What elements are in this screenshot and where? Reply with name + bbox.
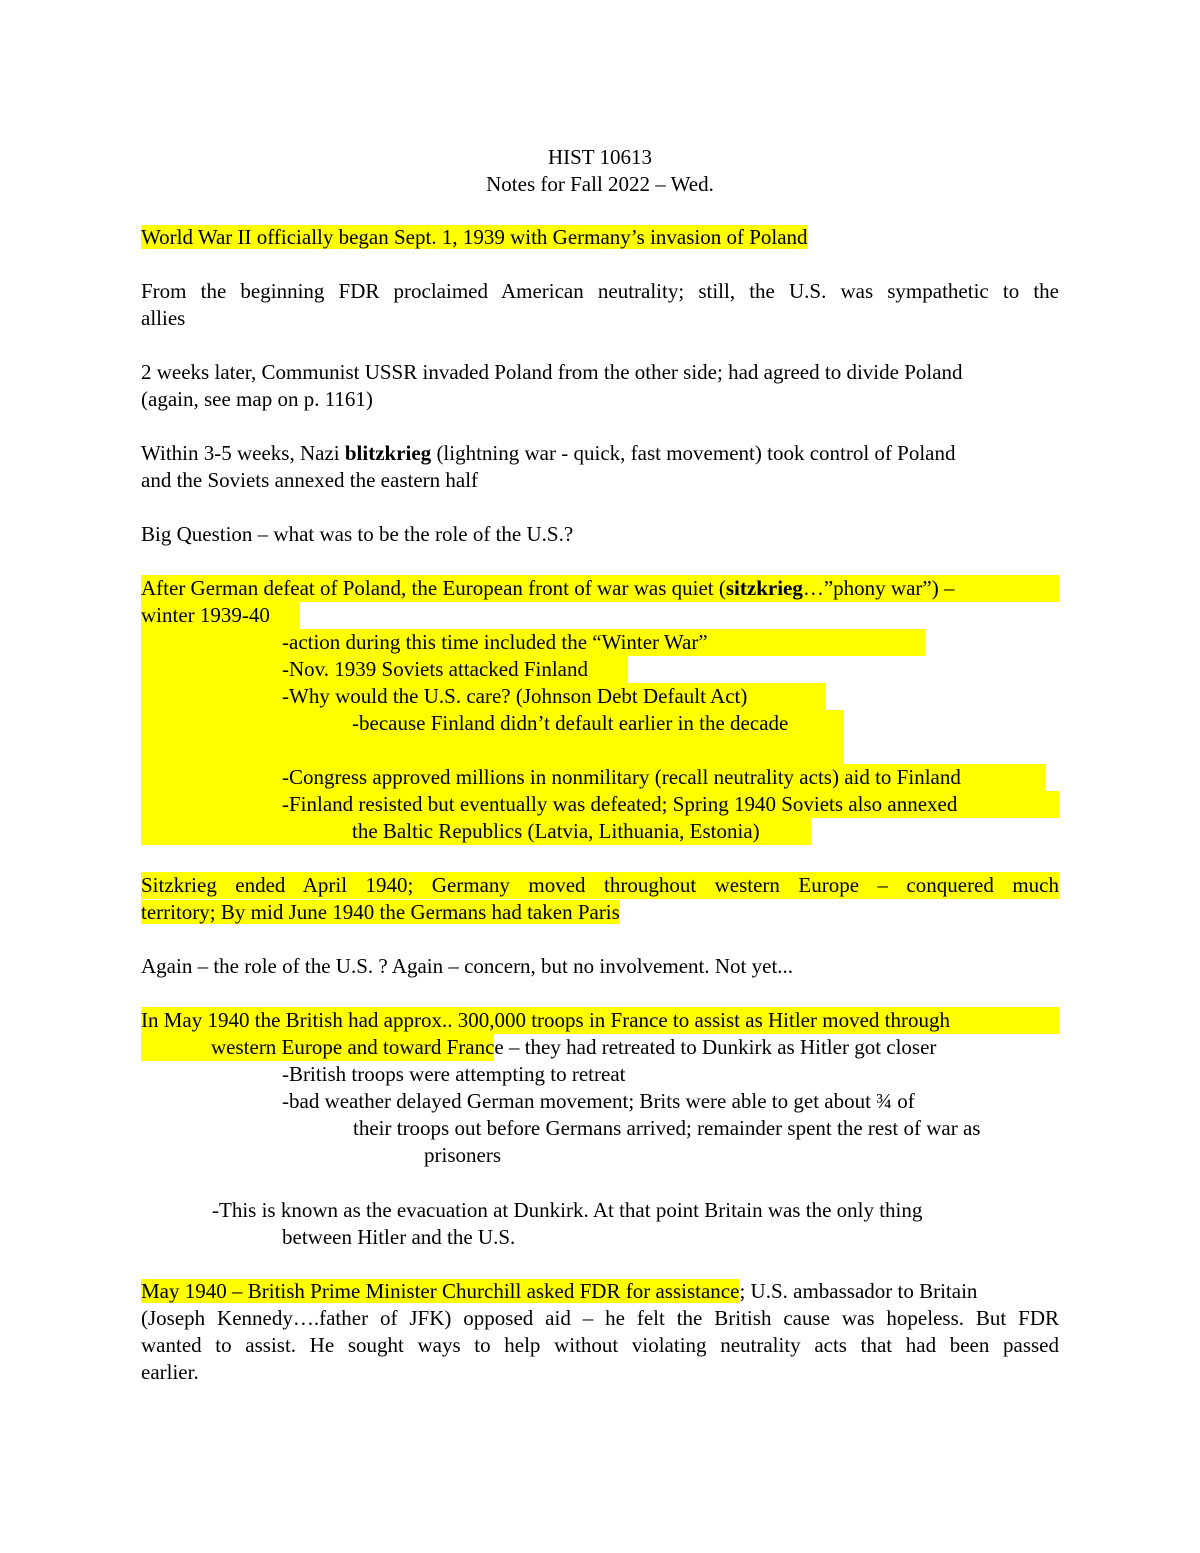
sitzkrieg-term: sitzkrieg: [725, 576, 803, 600]
note-line-7: and the Soviets annexed the eastern half: [141, 468, 479, 492]
notes-subtitle: Notes for Fall 2022 – Wed.: [486, 172, 714, 196]
note-line-12: -Nov. 1939 Soviets attacked Finland: [141, 656, 628, 683]
note-line-5: (again, see map on p. 1161): [141, 387, 373, 411]
note-line-28: between Hitler and the U.S.: [282, 1225, 516, 1249]
note-line-17: the Baltic Republics (Latvia, Lithuania, Estonia): [141, 818, 811, 845]
note-line-9: After German defeat of Poland, the European front of war was quiet (sitzkrieg…”phony war”) –: [141, 575, 1059, 602]
blank-highlight-line: [141, 737, 844, 764]
note-line-14: -because Finland didn’t default earlier in the decade: [141, 710, 844, 737]
note-line-27: -This is known as the evacuation at Dunkirk. At that point Britain was the only thing: [212, 1198, 923, 1222]
note-line-10: winter 1939-40: [141, 602, 300, 629]
note-line-11: -action during this time included the “Winter War”: [141, 629, 925, 656]
note-line-21: In May 1940 the British had approx.. 300,000 troops in France to assist as Hitler moved through: [141, 1007, 1059, 1034]
note-line-19: territory; By mid June 1940 the Germans had taken Paris: [141, 900, 620, 924]
note-line-8: Big Question – what was to be the role of the U.S.?: [141, 522, 574, 546]
note-line-2: From the beginning FDR proclaimed American neutrality; still, the U.S. was sympathetic to the: [141, 279, 1059, 303]
note-line-1: World War II officially began Sept. 1, 1939 with Germany’s invasion of Poland: [141, 225, 808, 249]
note-line-22: western Europe and toward France – they had retreated to Dunkirk as Hitler got closer: [141, 1034, 936, 1061]
note-line-26: prisoners: [424, 1143, 501, 1167]
note-line-15: -Congress approved millions in nonmilitary (recall neutrality acts) aid to Finland: [141, 764, 1046, 791]
note-line-23: -British troops were attempting to retreat: [282, 1062, 626, 1086]
note-line-18: Sitzkrieg ended April 1940; Germany moved throughout western Europe – conquered much: [141, 873, 1059, 897]
note-line-20: Again – the role of the U.S. ? Again – concern, but no involvement. Not yet...: [141, 954, 794, 978]
note-line-30: (Joseph Kennedy….father of JFK) opposed aid – he felt the British cause was hopeless. But FDR: [141, 1306, 1059, 1330]
note-line-29: May 1940 – British Prime Minister Churchill asked FDR for assistance; U.S. ambassador to Britain: [141, 1279, 978, 1303]
blitzkrieg-term: blitzkrieg: [344, 441, 432, 465]
note-line-32: earlier.: [141, 1360, 199, 1384]
note-line-3: allies: [141, 306, 186, 330]
note-line-13: -Why would the U.S. care? (Johnson Debt Default Act): [141, 683, 826, 710]
note-line-24: -bad weather delayed German movement; Brits were able to get about ¾ of: [282, 1089, 915, 1113]
note-line-4: 2 weeks later, Communist USSR invaded Poland from the other side; had agreed to divide Poland: [141, 360, 963, 384]
note-line-31: wanted to assist. He sought ways to help without violating neutrality acts that had been passed: [141, 1333, 1059, 1357]
course-title: HIST 10613: [547, 145, 653, 169]
note-line-16: -Finland resisted but eventually was defeated; Spring 1940 Soviets also annexed: [141, 791, 1059, 818]
note-line-25: their troops out before Germans arrived; remainder spent the rest of war as: [353, 1116, 981, 1140]
note-line-6: Within 3-5 weeks, Nazi blitzkrieg (lightning war - quick, fast movement) took control of Poland: [141, 441, 956, 465]
